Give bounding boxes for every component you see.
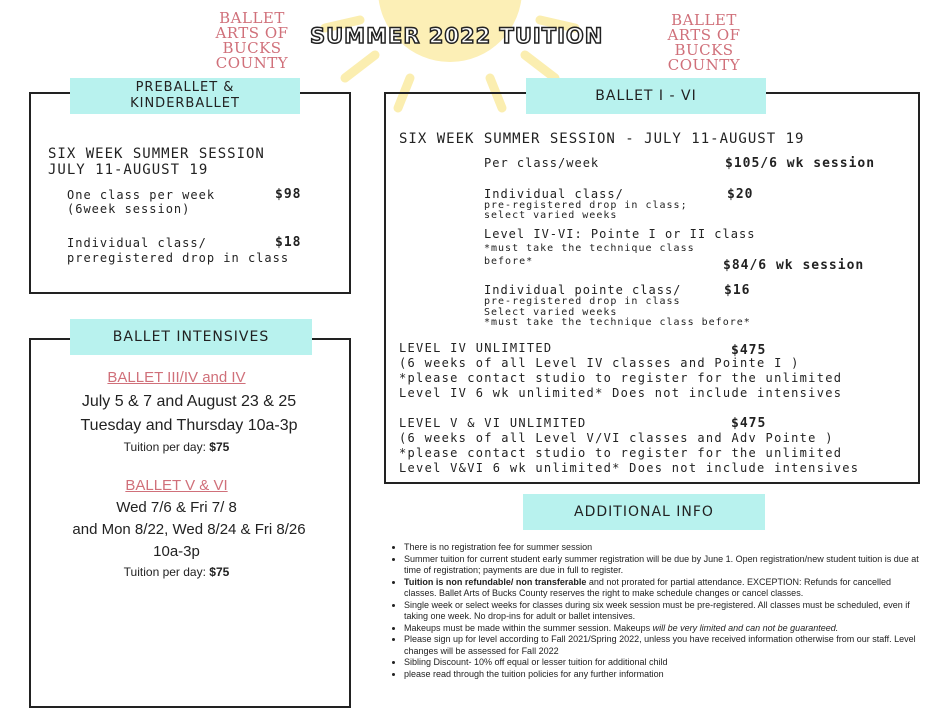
individual-pointe-price: $16: [724, 283, 751, 298]
logo-left: [210, 11, 294, 71]
logo-line: BUCKS: [674, 41, 734, 59]
item-line: Level IV-VI: Pointe I or II class: [484, 227, 756, 241]
item-line: pre-registered drop in class;: [484, 200, 688, 211]
info-item: [404, 600, 924, 623]
group2-line: 10a-3p: [153, 543, 200, 560]
item-line: select varied weeks: [484, 210, 618, 221]
info-item: [404, 657, 924, 669]
preballet-item2-price: $18: [275, 235, 302, 250]
preballet-session: [48, 146, 265, 178]
info-item: [404, 669, 924, 681]
tuition-value: $75: [209, 440, 230, 454]
level56-unlimited: [399, 416, 859, 476]
intensives-tab: BALLET INTENSIVES: [70, 319, 312, 355]
group2-line: and Mon 8/22, Wed 8/24 & Fri 8/26: [72, 521, 306, 538]
item-line: *must take the technique class before*: [484, 317, 751, 328]
info-text: please read through the tuition policies for any further information: [404, 668, 664, 679]
ballet16-session: SIX WEEK SUMMER SESSION - JULY 11-AUGUST 19: [399, 131, 805, 147]
group1-title: BALLET III/IV and IV: [107, 369, 246, 386]
pointe-class-price: $84/6 wk session: [723, 258, 865, 273]
info-item: [404, 542, 924, 554]
logo-right: [662, 13, 746, 73]
item-line: preregistered drop in class: [67, 251, 290, 265]
level4-price: $475: [731, 343, 767, 358]
item-line: *must take the technique class: [484, 243, 695, 254]
info-item: [404, 577, 924, 600]
item-line: (6week session): [67, 202, 191, 216]
group1-line: July 5 & 7 and August 23 & 25: [81, 393, 297, 410]
info-text: Makeups must be made within the summer session. Makeups: [404, 622, 653, 633]
preballet-item1: [67, 188, 215, 216]
individual-class: [484, 187, 688, 221]
info-text: There is no registration fee for summer session: [404, 542, 593, 552]
pointe-class: [484, 226, 755, 268]
item-line: Individual class/: [67, 236, 207, 250]
item-line: (6 weeks of all Level V/VI classes and Adv Pointe ): [399, 431, 834, 445]
level56-price: $475: [731, 416, 767, 431]
info-item: [404, 623, 924, 635]
info-bold: Tuition is non refundable/ non transferable: [404, 576, 587, 587]
tab-label: PREBALLET &: [135, 80, 235, 95]
logo-line: COUNTY: [215, 54, 289, 72]
info-italic: will be very limited and can not be guaranteed.: [652, 622, 839, 633]
preballet-item2: [67, 236, 289, 266]
page-title: SUMMER 2022 TUITION: [310, 24, 604, 48]
item-line: (6 weeks of all Level IV classes and Pointe I ): [399, 356, 800, 370]
logo-line: ARTS OF: [215, 24, 289, 42]
group1-tuition: [4, 438, 349, 456]
info-text: and not prorated for partial attendance. EXCEPTION: Refunds for cancelled classes. Ballet Arts of Bucks County reserves the right to make schedule changes or cancel classes.: [404, 576, 892, 598]
item-line: Level IV 6 wk unlimited* Does not include intensives: [399, 386, 843, 400]
info-text: Summer tuition for current student early summer registration will be due by June 1. Open registration/new student tuition is due at time of registration; payments are due in full to register.: [404, 553, 919, 575]
logo-line: COUNTY: [667, 56, 741, 74]
item-line: before*: [484, 256, 534, 267]
info-item: [404, 634, 924, 657]
item-line: Select varied weeks: [484, 306, 618, 318]
tuition-value: $75: [209, 565, 230, 579]
tuition-label: Tuition per day:: [123, 440, 210, 454]
additional-info-list: [392, 542, 924, 680]
info-text: Single week or select weeks for classes during six week session must be pre-registered. All classes must be scheduled, even if taking one week. No drop-ins for adult or ballet intensives.: [404, 599, 910, 621]
item-line: pre-registered drop in class: [484, 296, 681, 307]
logo-line: BALLET: [671, 11, 737, 29]
logo-line: BUCKS: [222, 39, 282, 57]
group2-tuition: [4, 563, 349, 581]
info-text: Please sign up for level according to Fall 2021/Spring 2022, unless you have received information otherwise from our staff. Level changes will be assessed for Fall 2022: [404, 634, 916, 656]
item-line: *please contact studio to register for the unlimited: [399, 371, 843, 385]
intensives-content: [29, 368, 349, 581]
level4-unlimited: [399, 341, 842, 401]
info-text: Sibling Discount- 10% off equal or lesser tuition for additional child: [404, 657, 668, 667]
item-line: Individual pointe class/: [484, 283, 682, 297]
item-line: Level V&VI 6 wk unlimited* Does not include intensives: [399, 461, 860, 475]
per-class-label: Per class/week: [484, 156, 600, 170]
tuition-label: Tuition per day:: [123, 565, 210, 579]
individual-class-price: $20: [727, 187, 754, 202]
group2-line: Wed 7/6 & Fri 7/ 8: [116, 499, 237, 516]
individual-pointe: [484, 283, 751, 329]
session-line: SIX WEEK SUMMER SESSION: [48, 146, 265, 162]
info-item: [404, 554, 924, 577]
preballet-tab: [70, 78, 300, 114]
item-line: One class per week: [67, 188, 216, 202]
session-line: JULY 11-AUGUST 19: [48, 162, 209, 178]
group1-line: Tuesday and Thursday 10a-3p: [80, 417, 298, 434]
group2-title: BALLET V & VI: [125, 477, 228, 494]
item-line: LEVEL IV UNLIMITED: [399, 341, 553, 355]
ballet16-tab: BALLET I - VI: [526, 78, 766, 114]
item-line: LEVEL V & VI UNLIMITED: [399, 416, 587, 430]
logo-line: BALLET: [219, 9, 285, 27]
additional-info-tab: ADDITIONAL INFO: [523, 494, 765, 530]
item-line: Individual class/: [484, 187, 624, 201]
item-line: *please contact studio to register for the unlimited: [399, 446, 843, 460]
tab-label: KINDERBALLET: [130, 96, 240, 111]
preballet-item1-price: $98: [275, 187, 302, 202]
logo-line: ARTS OF: [667, 26, 741, 44]
per-class-price: $105/6 wk session: [725, 156, 876, 171]
